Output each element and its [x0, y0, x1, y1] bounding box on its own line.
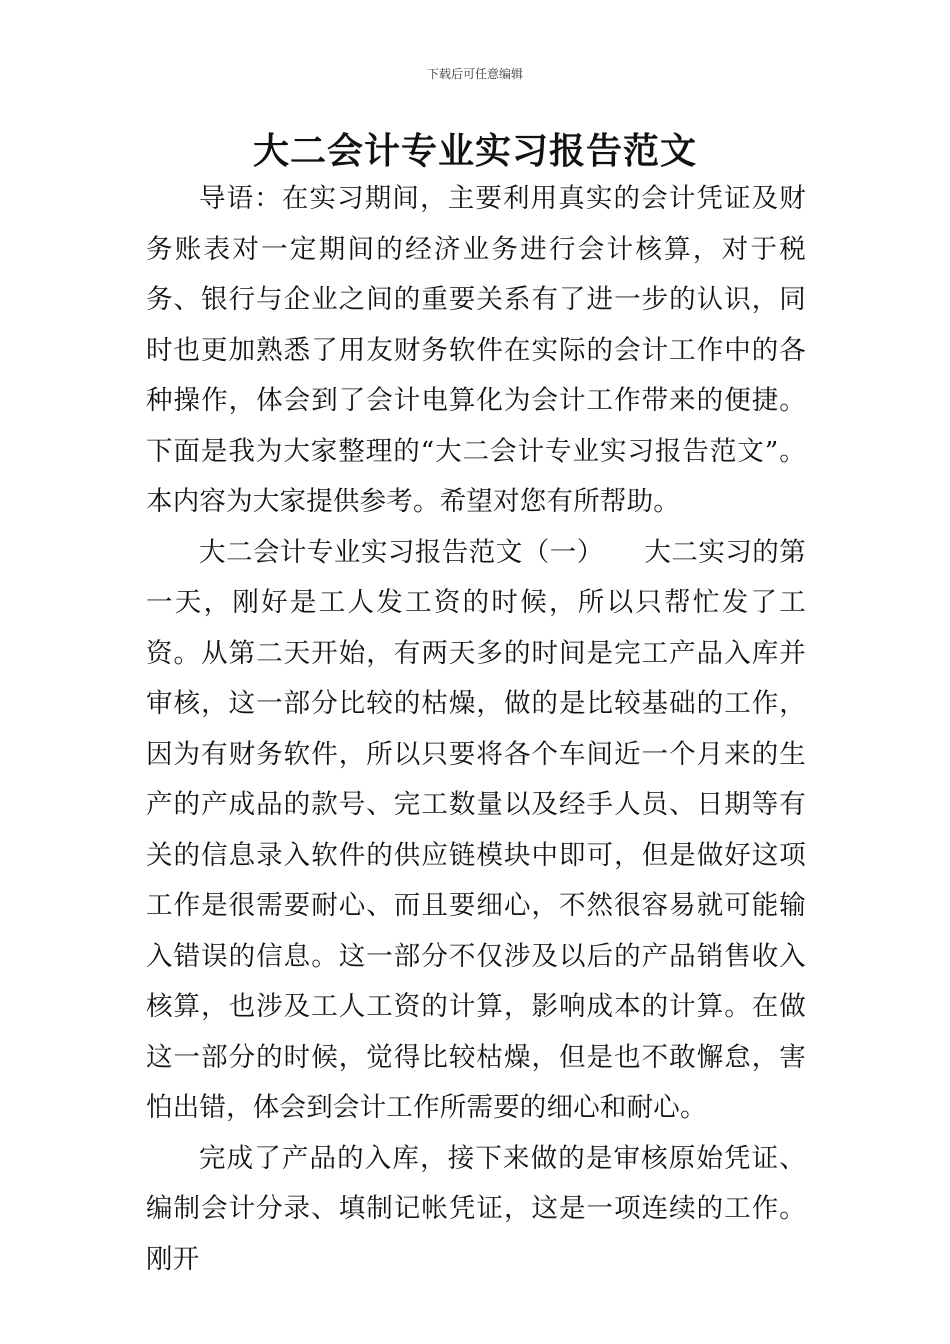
paragraph-intro: 导语：在实习期间，主要利用真实的会计凭证及财务账表对一定期间的经济业务进行会计核算，对于税务、银行与企业之间的重要关系有了进一步的认识，同时也更加熟悉了用友财务软件在实际的会计工作中的各种操作，体会到了会计电算化为会计工作带来的便捷。下面是我为大家整理的“大二会计专业实习报告范文”。本内容为大家提供参考。希望对您有所帮助。 [146, 183, 806, 517]
document-body [146, 174, 806, 1285]
paragraph-continuation: 完成了产品的入库，接下来做的是审核原始凭证、编制会计分录、填制记帐凭证，这是一项连续的工作。刚开 [146, 1142, 806, 1275]
header-note: 下载后可任意编辑 [426, 67, 523, 81]
document-title: 大二会计专业实习报告范文 [252, 131, 697, 172]
paragraph-section-one: 大二会计专业实习报告范文（一） 大二实习的第一天，刚好是工人发工资的时候，所以只帮忙发了工资。从第二天开始，有两天多的时间是完工产品入库并审核，这一部分比较的枯燥，做的是比较基础的工作，因为有财务软件，所以只要将各个车间近一个月来的生产的产成品的款号、完工数量以及经手人员、日期等有关的信息录入软件的供应链模块中即可，但是做好这项工作是很需要耐心、而且要细心，不然很容易就可能输入错误的信息。这一部分不仅涉及以后的产品销售收入核算，也涉及工人工资的计算，影响成本的计算。在做这一部分的时候，觉得比较枯燥，但是也不敢懈怠，害怕出错，体会到会计工作所需要的细心和耐心。 [146, 536, 806, 1123]
